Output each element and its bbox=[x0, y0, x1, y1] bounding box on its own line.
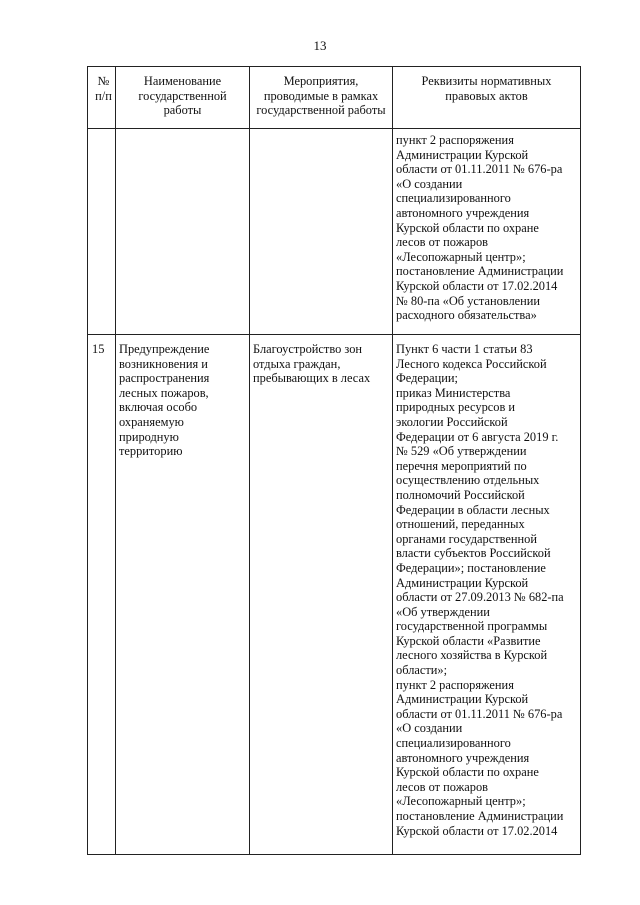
cell-requisites: пункт 2 распоряжения Администрации Курской области от 01.11.2011 № 676-ра «О создании специализированного автономного учреждения Курской области по охране лесов от пожаров «Лесопожарный центр»; постановление Администрации Курской области от 17.02.2014 № 80-па «Об установлении расходного обязательства» bbox=[393, 129, 581, 335]
table-row bbox=[88, 129, 581, 335]
table-header-row bbox=[88, 67, 581, 129]
page-number: 13 bbox=[313, 38, 327, 53]
cell-events bbox=[250, 129, 393, 335]
header-requisites: Реквизиты нормативных правовых актов bbox=[393, 67, 581, 129]
legal-acts-table bbox=[87, 66, 581, 855]
header-number: № п/п bbox=[88, 67, 116, 129]
cell-work-name bbox=[116, 129, 250, 335]
table-row bbox=[88, 335, 581, 855]
cell-work-name: Предупреждение возникновения и распространения лесных пожаров, включая особо охраняемую природную территорию bbox=[116, 335, 250, 855]
cell-number: 15 bbox=[88, 335, 116, 855]
header-work-name: Наименование государственной работы bbox=[116, 67, 250, 129]
cell-number bbox=[88, 129, 116, 335]
header-events: Мероприятия, проводимые в рамках государственной работы bbox=[250, 67, 393, 129]
cell-events: Благоустройство зон отдыха граждан, пребывающих в лесах bbox=[250, 335, 393, 855]
cell-requisites: Пункт 6 части 1 статьи 83 Лесного кодекса Российской Федерации; приказ Министерства природных ресурсов и экологии Российской Федерации от 6 августа 2019 г. № 529 «Об утверждении перечня мероприятий по осуществлению отдельных полномочий Российской Федерации в области лесных отношений, переданных органами государственной власти субъектов Российской Федерации»; постановление Администрации Курской области от 27.09.2013 № 682-па «Об утверждении государственной программы Курской области «Развитие лесного хозяйства в Курской области»; пункт 2 распоряжения Администрации Курской области от 01.11.2011 № 676-ра «О создании специализированного автономного учреждения Курской области по охране лесов от пожаров «Лесопожарный центр»; постановление Администрации Курской области от 17.02.2014 bbox=[393, 335, 581, 855]
